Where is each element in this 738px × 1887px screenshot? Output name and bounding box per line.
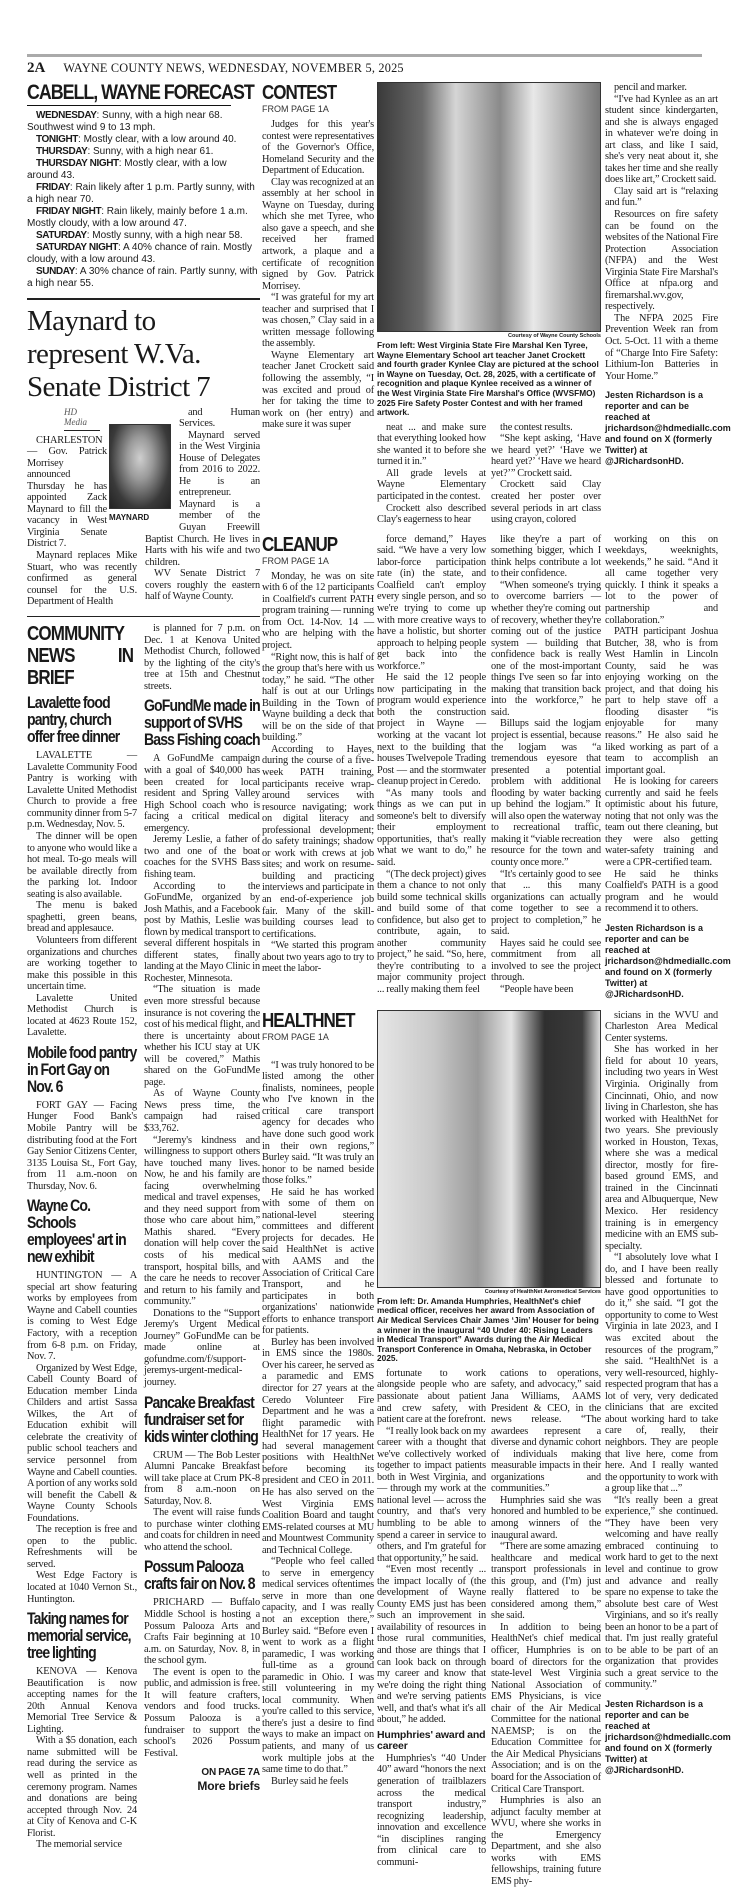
cleanup-col3 [491,534,601,996]
maynard-article [27,305,260,608]
forecast-day: SUNDAY [36,266,75,277]
contest-kicker: CONTEST [262,82,337,104]
paragraph: Humphries said she was honored and humbled to be among winners of the inaugural award. [491,1494,601,1541]
photo-credit: Courtesy of HealthNet Aeromedical Services [484,1288,601,1295]
divider [27,616,260,618]
briefs-list [27,695,137,1851]
paragraph: All grade levels at Wayne Elementary participated in the contest. [377,467,486,503]
cleanup-from: FROM PAGE 1A [262,555,329,566]
photo-caption: From left: Dr. Amanda Humphries, HealthNet's chief medical officer, receives her award from Association of Air Medical Services Chair James ‘Jim’ Houser for being a winner in the inaugural “40 Under 40: Rising Leaders in Medical Transport” Awards during the Air Medical Transport Conference in Omaha, Nebraska, in October 2025. [377,1295,599,1364]
forecast-item [27,158,260,182]
paragraph: KENOVA — Kenova Beautification is now accepting names for the 20th Annual Kenova Memorial Tree Service & Lighting. [27,1666,137,1735]
cleanup-col4 [605,533,731,1000]
paragraph: West Edge Factory is located at 1040 Vernon St., Huntington. [27,1570,137,1605]
paragraph: sicians in the WVU and Charleston Area Medical Center systems. [605,1009,718,1044]
maynard-photo-wrap [109,424,179,528]
page-number: 2A [27,60,46,76]
paragraph: working on this on weekdays, weeknights, weekends,” he said. “And it all came together very quickly. I think it speaks a lot to the power of partnership and collaboration.” [605,533,718,626]
briefs-heading: COMMUNITY NEWS IN BRIEF [27,623,134,690]
reporter-bio: Jesten Richardson is a reporter and can be reached at jrichardson@hdmediallc.com and found on X (formerly Twitter) at @JRichardsonHD. [605,390,731,467]
byline: HD Media [64,407,100,431]
paragraph: “I've had Kynlee as an art student since kindergarten, and she is always engaged in whatever we're doing in art class, and like I said, she's very neat about it, she takes her time and she really does like art,” Crockett said. [605,93,718,186]
paragraph: Resources on fire safety can be found on the websites of the National Fire Protection Association (NFPA) and the West Virginia State Fire Marshal's Office at nfpa.org and firemarshal.wv.gov, respectively. [605,209,719,313]
paragraph: “As many tools and things as we can put in someone's belt to diversify their employment opportunities, that's really what we want to do,” he said. [377,787,486,868]
paragraph: In addition to being HealthNet's chief medical officer, Humphries is on board of directors for the state-level West Virginia National Association of EMS Physicians, is vice chair of the Air Medical Committee for the national NAEMSP; is on the Education Committee for the Air Medical Physicians Association; and is on the board for the Association of Critical Care Transport. [491,1621,601,1795]
paragraph: neat ... and make sure that everything looked how she wanted it to before she turned it in.” [377,421,486,468]
paragraph: “It's really been a great experience,” she continued. “They have been very welcoming and have really embraced continuing to work hard to get to the next level and continue to grow and advance and really spare no expense to take the absolute best care of West Virginians, and so it's really been an honor to be a part of that. I'm just really grateful to be able to be part of an organization that provides such a great service to the community.” [605,1494,718,1691]
paragraph: Maynard served in the West Virginia House of Delegates from 2016 to 2022. He is an entrepreneur. Maynard is a member of the Guyan Freewill Baptist Church. He lives in Harts with his wife and two children. [145,429,260,568]
healthnet-col2 [377,1368,486,1869]
paragraph: Burley said he feels [271,1775,349,1787]
paragraph: The dinner will be open to anyone who would like a hot meal. To-go meals will be available directly from the parking lot. Indoor seating is also available. [27,831,137,900]
paragraph: “I was truly honored to be listed among the other finalists, nominees, people who I've known in the critical care transport agency for decades who have done such good work in their own regions,” Burley said. “It was truly an honor to be named beside those folks.” [262,1059,374,1187]
paragraph: Clay was recognized at an assembly at her school in Wayne on Tuesday, during which she met Tyree, who also gave a speech, and she received her framed artwork, a plaque and a certificate of recognition signed by Gov. Patrick Morrisey. [262,176,374,292]
masthead [27,59,404,77]
paragraph: HUNTINGTON — A special art show featuring works by employees from Wayne and Cabell counties is coming to West Edge Factory, with a reception from 6-8 p.m. on Friday, Nov. 7. [27,1270,137,1363]
masthead-rule [27,54,702,57]
forecast-day: FRIDAY [36,182,70,193]
brief-headline: Taking names for memorial service, tree lighting [27,1610,131,1663]
paragraph: “There are some amazing healthcare and medical transport professionals in this group, and (I'm) just really flattered to be considered among them,” she said. [491,1541,601,1622]
forecast-text: : Mostly clear, with a low around 43. [27,158,227,181]
paragraph: like they're a part of something bigger, which I think helps contribute a lot to their confidence. [491,533,601,580]
brief-headline: Mobile food pantry in Fort Gay on Nov. 6 [27,1043,137,1096]
contest-col2 [377,422,486,526]
jump-label: More briefs [197,1778,260,1793]
forecast-heading: CABELL, WAYNE FORECAST [27,81,254,104]
paragraph: She has worked in her field for about 10 years, including two years in West Virginia. Originally from Cincinnati, Ohio, and now living in Charleston, she has worked with HealthNet for two years. She previously worked in Houston, Texas, where she was a medical director, mostly for fire-based ground EMS, and trained in the Cincinnati area and Albuquerque, New Mexico. Her residency training is in emergency medicine with an EMS sub-specialty. [605,1044,718,1252]
cleanup-kicker: CLEANUP [262,533,338,556]
healthnet-col4-text [605,1010,718,1691]
paragraph: “Even most recently ... the impact locally of (the development of Wayne County EMS just has been such an improvement in availability of resources in those rural communities, and those are things that I can look back on through my career and know that we're doing the right thing and we're serving patients well, and that's what it's all about,” he added. [377,1564,486,1726]
maynard-headline: Maynard to represent W.Va. Senate District 7 [27,304,211,403]
forecast-day: SATURDAY [36,230,87,241]
paragraph: He said he thinks Coalfield's PATH is a good program and he would recommend it to others. [605,868,718,915]
contest-col1 [262,119,374,431]
forecast-text: : Sunny, with a high near 68. Southwest wind 9 to 13 mph. [27,110,223,133]
paragraph: Humphries is also an adjunct faculty member at WVU, where she works in the Emergency Department, and she also works with EMS fellowships, training future EMS phy- [491,1795,601,1887]
paragraph: fortunate to work alongside people who are passionate about patient and crew safety, with patient care at the forefront. [377,1367,486,1426]
healthnet-from: FROM PAGE 1A [262,1031,329,1042]
brief-headline: Wayne Co. Schools employees' art in new exhibit [27,1197,126,1267]
paragraph: The event is open to the public, and admission is free. It will feature crafters, vendors and food trucks. Possum Palooza is a fundraiser to support the school's 2026 Possum Festival. [144,1666,260,1759]
paragraph: The event will raise funds to purchase winter clothing and coats for children in need who attend the school. [144,1507,260,1553]
paragraph: A GoFundMe campaign with a goal of $40,000 has been created for local resident and Spring Valley High School coach who is facing a critical medical emergency. [144,753,260,834]
brief-headline: Pancake Breakfast fundraiser set for kids winter clothing [144,1393,259,1446]
paragraph: The memorial service [36,1839,122,1851]
paragraph: “I absolutely love what I do, and I have been really blessed and fortunate to have good opportunities to do it,” she said. “I got the opportunity to come to West Virginia in late 2023, and I was excited about the resources of the program,” she said. “HealthNet is a very well-resourced, highly-respected program that has a lot of very, very dedicated clinicians that are excited about working hard to take care of, really, their neighbors. They are people that live here, come from here. And I really wanted the opportunity to work with a group like that ...” [605,1252,718,1495]
paragraph: Wayne Elementary art teacher Janet Crockett said following the assembly, “I was excited and proud of her for taking the time to work on (her entry) and make sure it was super [262,349,374,431]
paragraph: WV Senate District 7 covers roughly the eastern half of Wayne County. [145,568,260,603]
forecast-text: : A 30% chance of rain. Partly sunny, with a high near 55. [27,266,258,289]
paragraph: and Human Services. [179,406,260,430]
paragraph: Jeremy Leslie, a father of two and one of the boat coaches for the SVHS Bass fishing team. [144,834,260,880]
paragraph: He said the 12 people now participating in the program would experience both the construction project in Wayne — working at the vacant lot next to the building that houses Twelvepole Trading Post — and the stormwater cleanup project in Ceredo. [377,672,486,788]
forecast-text: : Rain likely after 1 p.m. Partly sunny, with a high near 70. [27,182,255,205]
paragraph: The reception is free and open to the public. Refreshments will be served. [27,1524,137,1570]
paragraph: is planned for 7 p.m. on Dec. 1 at Kenova United Methodist Church, followed by the lighting of the city's tree at 15th and Chestnut streets. [144,623,260,692]
paragraph: “I was grateful for my art teacher and surprised that I was chosen,” Clay said in a written message following the assembly. [262,292,374,350]
paragraph: Monday, he was on site with 6 of the 12 participants in Coalfield's current PATH program training — running from Oct. 14-Nov. 14 — who are helping with the project. [262,570,374,651]
cleanup-col2 [377,534,486,996]
paragraph: “She kept asking, ‘Have we heard yet?’ ‘Have we heard yet?’ ‘Have we heard yet?’” Crockett said. [491,433,601,479]
paragraph: force demand,” Hayes said. “We have a very low labor-force participation rate (in) the state, and Coalfield can't employ every single person, and so we're trying to come up with more creative ways to have a holistic, but shorter approach to helping people get back into the workforce.” [377,533,486,672]
contest-col3 [491,422,601,526]
brief-headline: Lavalette food pantry, church offer free dinner [27,694,120,747]
forecast-text: : Mostly sunny, with a high near 58. [86,230,243,241]
paragraph: “We started this program about two years ago to try to meet the labor- [262,940,374,975]
forecast-day: TONIGHT [36,134,79,145]
paragraph: As of Wayne County News press time, the campaign had raised $33,762. [144,1088,260,1134]
paragraph: He said he has worked with some of them on national-level steering committees and different projects for decades. He said HealthNet is active with AAMS and the Association of Critical Care Transport, and he participates in both organizations' nationwide efforts to enhance transport for patients. [262,1186,374,1337]
forecast-text: : Mostly clear, with a low around 40. [78,134,237,145]
paragraph: “(The deck project) gives them a chance to not only build some technical skills and build some of that confidence, but also get to contribute, again, to another community project,” he said. “So, here, they're contributing to a major community project ... really making them feel [377,868,486,995]
paragraph: With a $5 donation, each name submitted will be read during the service as well as printed in the ceremony program. Names and donations are being accepted through Nov. 24 at City of Kenova and C-K Florist. [27,1735,137,1839]
paragraph: The menu is baked spaghetti, green beans, bread and applesauce. [27,900,137,935]
healthnet-kicker: HEALTHNET [262,1009,355,1032]
paragraph: The NFPA 2025 Fire Prevention Week ran from Oct. 5-Oct. 11 with a theme of “Charge Into Fire Safety: Lithium-Ion Batteries in Your Home.” [605,312,718,382]
paragraph: CHARLESTON — Gov. Patrick Morrisey announced Thursday he has appointed Zack Maynard to fill the vacancy in West Virginia Senate District 7. [27,434,107,550]
right-rail [262,82,731,1887]
subheading: Humphries' award and career [377,1728,486,1753]
forecast-day: FRIDAY NIGHT [36,206,102,217]
paragraph: Clay said art is “relaxing and fun.” [605,185,718,209]
healthnet-article [262,1009,731,1887]
forecast-list [27,110,260,290]
paragraph: Crockett said Clay created her poster over several periods in art class using crayon, colored [491,479,601,526]
paragraph: Humphries's “40 Under 40” award “honors the next generation of trailblazers across the medical transport industry,” recognizing leadership, innovation and excellence “in disciplines ranging from clinical care to communi- [377,1752,486,1868]
paragraph: Donations to the “Support Jeremy's Urgent Medical Journey” GoFundMe can be made online at gofundme.com/f/support-jeremys-urgent-medical-journey. [144,1307,260,1389]
forecast-item [27,266,260,290]
briefs-list [144,623,260,1759]
paragraph: “People have been [500,984,574,995]
paragraph: Judges for this year's contest were representatives of the Governor's Office, Homeland Security and the Department of Education. [262,119,374,177]
brief-headline: GoFundMe made in support of SVHS Bass Fishing coach [144,697,260,750]
paragraph: “People who feel called to serve in emergency medical services oftentimes serve in more than one capacity, and I was really not an exception there,” Burley said. “Before even I went to work as a flight paramedic, I was working full-time as a ground paramedic in Ohio. I was still volunteering in my local community. When you're called to this service, there's just a desire to find ways to make an impact on patients, and many of us work multiple jobs at the same time to do that.” [262,1556,374,1776]
forecast-day: THURSDAY [36,146,88,157]
cleanup-col4-text [605,534,718,915]
paragraph: FORT GAY — Facing Hunger Food Bank's Mobile Pantry will be distributing food at the Fort Gay Senior Citizens Center, 3135 Louisa St., Fort Gay, from 11 a.m.-noon on Thursday, Nov. 6. [27,1099,137,1192]
forecast-item [27,146,260,158]
paragraph: Maynard replaces Mike Stuart, who was recently confirmed as general counsel for the U.S. Department of Health [27,549,137,608]
briefs [27,623,260,1851]
forecast-day: SATURDAY NIGHT [36,242,119,253]
paragraph: “It's certainly good to see that ... this many organizations can actually come together to see a project to completion,” he said. [491,868,601,938]
forecast-item [27,206,260,230]
contest-col4 [605,82,731,467]
photo-credit: Courtesy of Wayne County Schools [507,333,601,339]
paragraph: Billups said the logjam project is essential, because the logjam was “a tremendous eyesore that presented a potential problem with additional flooding by water backing up behind the logjam.” It will also open the waterway to recreational traffic, making it “viable recreation resource for the town and county once more.” [491,718,601,868]
paragraph: Crockett also described Clay's eagerness to hear [377,502,486,526]
contest-from: FROM PAGE 1A [262,104,329,114]
paper-dateline: WAYNE COUNTY NEWS, WEDNESDAY, NOVEMBER 5, 2025 [63,61,404,75]
maynard-col2 [109,406,260,603]
paragraph: Burley has been involved in EMS since the 1980s. Over his career, he served as a paramedic and EMS director for 27 years at the Ceredo Volunteer Fire Department and he was a flight paramedic with HealthNet for 17 years. He had several management positions with HealthNet before becoming its president and CEO in 2011. He has also served on the West Virginia EMS Coalition Board and taught EMS-related courses at MU and Mountwest Community and Technical College. [262,1336,374,1556]
forecast-item [27,182,260,206]
forecast-item [27,110,260,134]
paragraph: “The situation is made even more stressful because insurance is not covering the cost of his medical flight, and there is uncertainty about whether his ICU stay at UK will be covered,” Mathis shared on the GoFundMe page. [144,984,260,1088]
left-rail [27,82,260,1851]
divider [27,298,260,300]
cleanup-col1 [262,571,374,975]
jump-link[interactable] [144,1767,260,1793]
healthnet-col4 [605,1009,731,1776]
paragraph: Volunteers from different organizations and churches are working together to make this possible in this uncertain time. [27,934,137,993]
briefs-col-b [144,623,260,1792]
forecast-item [27,230,260,242]
forecast-text: : Sunny, with a high near 61. [87,146,214,157]
paragraph: “Jeremy's kindness and willingness to support others have touched many lives. Now, he and his family are facing overwhelming medical and travel expenses, and they need support from those who care about him,” Mathis shared. “Every donation will help cover the costs of his medical transport, hospital bills, and the care he needs to recover and return to his family and community.” [144,1134,260,1308]
paragraph: LAVALETTE — Lavalette Community Food Pantry is working with Lavalette United Methodist Church to provide a free community dinner from 5-7 p.m. Wednesday, Nov. 5. [27,750,137,831]
cleanup-article [262,533,731,1000]
paragraph: According to Hayes, during the course of a five-week PATH training, participants receive wrap-around services with resource navigating; work on digital literacy and professional development; do safety trainings; shadow or work with crews at job sites; and work on resume-building and practicing interviews and participate in an end-of-experience job fair. Many of the skill-building courses lead to certifications. [262,743,374,940]
forecast-item [27,134,260,146]
reporter-bio: Jesten Richardson is a reporter and can be reached at jrichardson@hdmediallc.com and found on X (formerly Twitter) at @JRichardsonHD. [605,1698,731,1775]
paragraph: “I really look back on my career with a thought that we've collectively worked together to impact patients both in West Virginia, and — through my work at the national level — across the country, and that's very humbling to be able to spend a career in service to others, and I'm grateful for that opportunity,” he said. [377,1425,486,1564]
photo-caption: From left: West Virginia State Fire Marshal Ken Tyree, Wayne Elementary School art teacher Janet Crockett and fourth grader Kynlee Clay are pictured at the school in Wayne on Tuesday, Oct. 28, 2025, with a certificate of recognition and plaque Kynlee received as a winner of the West Virginia State Fire Marshal's Office (WVSFMO) 2025 Fire Safety Poster Contest and with her framed artwork. [377,340,599,418]
paragraph: Organized by West Edge, Cabell County Board of Education member Linda Childers and artist Sassa Wilkes, the Art of Education exhibit will celebrate the creativity of public school teachers and service personnel from Wayne and Cabell counties. A portion of any works sold will benefit the Cabell & Wayne County Schools Foundations. [27,1362,137,1524]
paragraph: pencil and marker. [614,82,687,93]
contest-article [262,82,731,526]
brief-headline: Possum Palooza crafts fair on Nov. 8 [144,1558,255,1594]
reporter-bio: Jesten Richardson is a reporter and can be reached at jrichardson@hdmediallc.com and found on X (formerly Twitter) at @JRichardsonHD. [605,922,731,999]
forecast-text: : A 40% chance of rain. Mostly cloudy, with a low around 43. [27,242,252,265]
paragraph: “Right now, this is half of the group that's here with us today,” he said. “The other half is out at our Urlings Building in the Town of Wayne building a deck that will be on the side of that building.” [262,651,374,744]
healthnet-photo [377,1010,601,1288]
contest-photo [377,82,601,332]
paragraph: cations to operations, safety, and advocacy,” said Jana Williams, AAMS President & CEO, in the news release. “The awardees represent a diverse and dynamic cohort of individuals making measurable impacts in their organizations and communities.” [491,1367,601,1495]
forecast-day: WEDNESDAY [36,110,97,121]
forecast-day: THURSDAY NIGHT [36,158,119,169]
paragraph: He is looking for careers currently and said he feels optimistic about his future, noting that not only was the team out there cleaning, but they were also getting water-safety training and were a CPR-certified team. [605,776,718,868]
photo-caption: MAYNARD [109,512,150,522]
paragraph: “When someone's trying to overcome barriers — whether they're coming out of recovery, whether they're coming out of the justice system — building that confidence back is really one of the most-important things I've seen so far into making that transition back into the workforce,” he said. [491,579,601,718]
briefs-col-a [27,623,137,1851]
healthnet-col1 [262,1060,374,1787]
forecast-item [27,242,260,266]
paragraph: Lavalette United Methodist Church is located at 4623 Route 152, Lavalette. [27,992,137,1039]
paragraph: According to the GoFundMe, organized by Josh Mathis, and a Facebook post by Mathis, Leslie was flown by medical transport to several different hospitals in different states, finally landing at the Mayo Clinic in Rochester, Minnesota. [144,880,260,984]
healthnet-col3 [491,1368,601,1887]
maynard-photo [109,424,171,509]
contest-col4-text [605,82,718,382]
forecast-text: : Rain likely, mainly before 1 a.m. Mostly cloudy, with a low around 47. [27,206,248,229]
paragraph: Hayes said he could see commitment from all involved to see the project through. [491,937,601,984]
jump-page: ON PAGE 7A [201,1767,260,1779]
paragraph: the contest results. [500,421,573,433]
paragraph: CRUM — The Bob Lester Alumni Pancake Breakfast will take place at Crum PK-8 from 8 a.m.-noon on Saturday, Nov. 8. [144,1449,260,1507]
paragraph: PRICHARD — Buffalo Middle School is hosting a Possum Palooza Arts and Crafts Fair beginning at 10 a.m. on Saturday, Nov. 8, in the school gym. [144,1597,260,1667]
paragraph: PATH participant Joshua Butcher, 38, who is from West Hamlin in Lincoln County, said he was enjoying working on the project, and that doing his part to help stave off a flooding disaster “is enjoyable for many reasons.” He also said he liked working as part of a team to accomplish an important goal. [605,626,718,776]
